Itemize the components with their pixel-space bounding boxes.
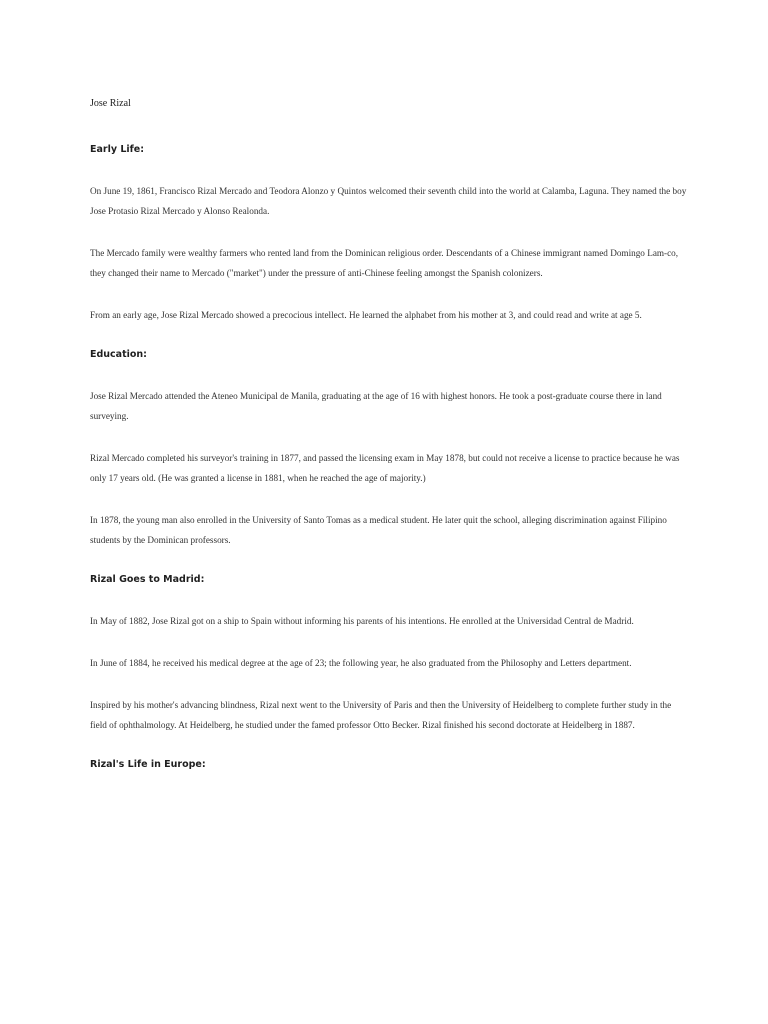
section-heading: Rizal Goes to Madrid: (90, 574, 205, 585)
paragraph: The Mercado family were wealthy farmers who rented land from the Dominican religious order. Descendants of a Chinese immigrant named Domingo Lam-co, they changed their name to Mercado ("market") under the pressure of anti-Chinese feeling amongst the Spanish colonizers. (90, 248, 679, 278)
section-rizals-life-in-europe (90, 757, 690, 773)
paragraph: Rizal Mercado completed his surveyor's training in 1877, and passed the licensing exam in May 1878, but could not receive a license to practice because he was only 17 years old. (He was granted a license in 1881, when he reached the age of majority.) (90, 453, 680, 483)
paragraph: On June 19, 1861, Francisco Rizal Mercado and Teodora Alonzo y Quintos welcomed their seventh child into the world at Calamba, Laguna. They named the boy Jose Protasio Rizal Mercado y Alonso Realonda. (90, 186, 687, 216)
document-body (90, 96, 690, 796)
section-rizal-goes-to-madrid (90, 572, 690, 735)
paragraph: In May of 1882, Jose Rizal got on a ship to Spain without informing his parents of his intentions. He enrolled at the Universidad Central de Madrid. (90, 616, 634, 626)
section-heading: Early Life: (90, 144, 145, 155)
paragraph: From an early age, Jose Rizal Mercado showed a precocious intellect. He learned the alphabet from his mother at 3, and could read and write at age 5. (90, 310, 642, 320)
section-heading: Education: (90, 349, 147, 360)
section-heading: Rizal's Life in Europe: (90, 759, 206, 770)
section-education (90, 347, 690, 550)
paragraph: In June of 1884, he received his medical degree at the age of 23; the following year, he also graduated from the Philosophy and Letters department. (90, 658, 632, 668)
paragraph: In 1878, the young man also enrolled in the University of Santo Tomas as a medical student. He later quit the school, alleging discrimination against Filipino students by the Dominican professors. (90, 515, 667, 545)
section-early-life (90, 142, 690, 325)
document-title: Jose Rizal (90, 98, 131, 109)
paragraph: Jose Rizal Mercado attended the Ateneo Municipal de Manila, graduating at the age of 16 with highest honors. He took a post-graduate course there in land surveying. (90, 391, 662, 421)
paragraph: Inspired by his mother's advancing blindness, Rizal next went to the University of Paris and then the University of Heidelberg to complete further study in the field of ophthalmology. At Heidelberg, he studied under the famed professor Otto Becker. Rizal finished his second doctorate at Heidelberg in 1887. (90, 700, 672, 730)
